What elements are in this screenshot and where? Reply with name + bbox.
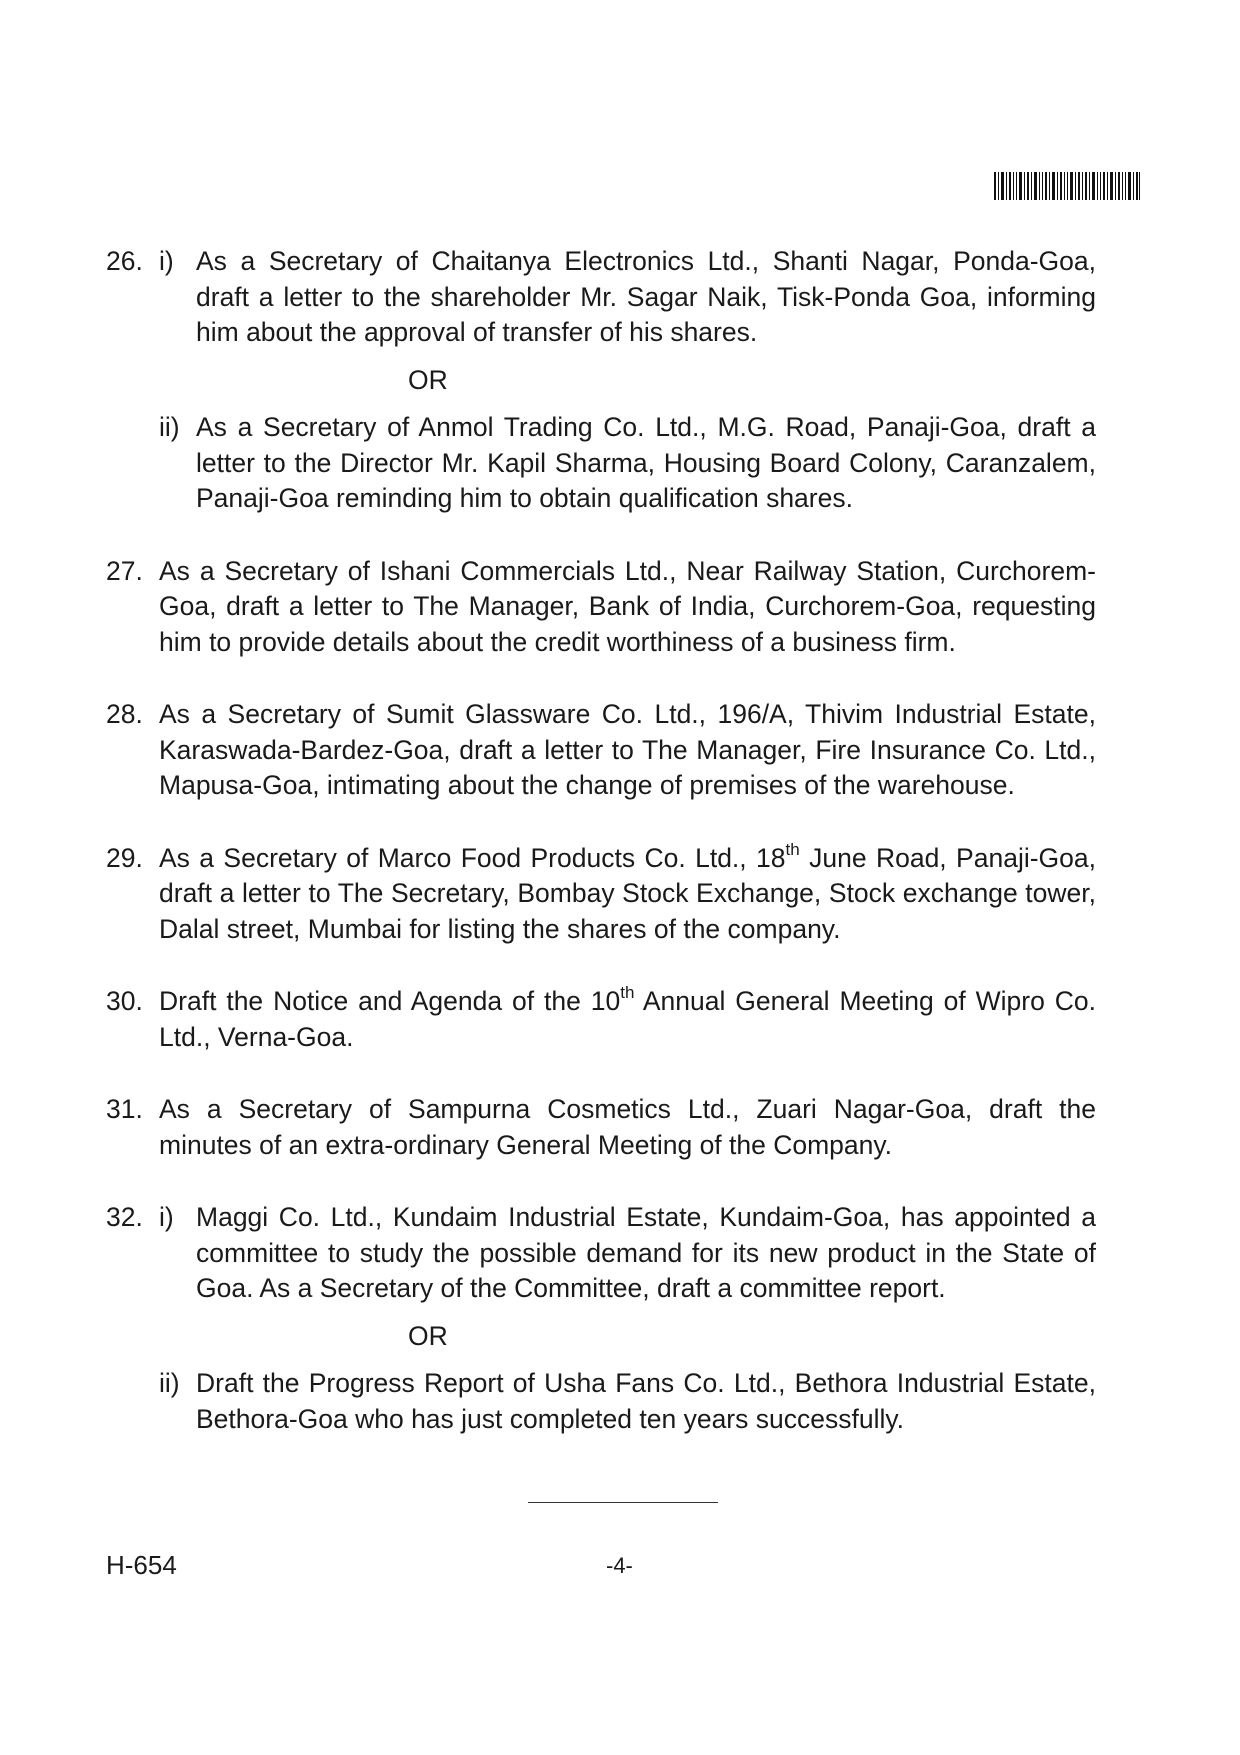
text-segment: June Road, Panaji-Goa, draft a letter to The Secretary, Bombay Stock Exchange, Stock exchange tower, Dalal street, Mumbai for listing the shares of the company. bbox=[159, 842, 1096, 944]
barcode-icon bbox=[994, 172, 1140, 200]
question-text: As a Secretary of Chaitanya Electronics Ltd., Shanti Nagar, Ponda-Goa, draft a letter to the shareholder Mr. Sagar Naik, Tisk-Ponda Goa, informing him about the approval of transfer of his shares. bbox=[196, 246, 1096, 347]
question-32-part-ii bbox=[159, 1366, 1096, 1437]
question-text: As a Secretary of Sumit Glassware Co. Ltd., 196/A, Thivim Industrial Estate, Karaswada-Bardez-Goa, draft a letter to The Manager, Fire Insurance Co. Ltd., Mapusa-Goa, intimating about the change of premises of the warehouse. bbox=[159, 699, 1096, 800]
question-list bbox=[106, 244, 1096, 1474]
question-29 bbox=[106, 841, 1096, 948]
question-text: Maggi Co. Ltd., Kundaim Industrial Estate, Kundaim-Goa, has appointed a committee to study the possible demand for its new product in the State of Goa. As a Secretary of the Committee, draft a committee report. bbox=[196, 1202, 1096, 1303]
question-text: As a Secretary of Anmol Trading Co. Ltd., M.G. Road, Panaji-Goa, draft a letter to the Director Mr. Kapil Sharma, Housing Board Colony, Caranzalem, Panaji-Goa reminding him to obtain qualification shares. bbox=[196, 412, 1096, 513]
text-segment: Annual General Meeting of Wipro Co. Ltd., Verna-Goa. bbox=[159, 986, 1096, 1052]
part-label: ii) bbox=[159, 1368, 180, 1398]
question-number: 32. bbox=[106, 1202, 143, 1232]
question-26-part-ii bbox=[159, 410, 1096, 517]
page-number: -4- bbox=[606, 1553, 633, 1578]
text-segment: Draft the Notice and Agenda of the 10 bbox=[159, 986, 621, 1016]
text-segment: As a Secretary of Marco Food Products Co. Ltd., 18 bbox=[159, 842, 786, 873]
question-26 bbox=[106, 244, 1096, 517]
question-28 bbox=[106, 697, 1096, 804]
question-number: 29. bbox=[106, 842, 143, 873]
question-31 bbox=[106, 1092, 1096, 1163]
question-number: 31. bbox=[106, 1094, 143, 1124]
part-label: i) bbox=[159, 1202, 174, 1232]
part-label: i) bbox=[159, 246, 174, 276]
question-30 bbox=[106, 984, 1096, 1055]
question-text: As a Secretary of Ishani Commercials Ltd., Near Railway Station, Curchorem-Goa, draft a letter to The Manager, Bank of India, Curchorem-Goa, requesting him to provide details about the credit worthiness of a business firm. bbox=[159, 555, 1096, 657]
question-number: 26. bbox=[106, 246, 143, 276]
question-26-part-i bbox=[106, 244, 1096, 351]
question-32-part-i bbox=[106, 1200, 1096, 1307]
question-27 bbox=[106, 554, 1096, 661]
question-text bbox=[159, 841, 1096, 948]
question-text: Draft the Progress Report of Usha Fans Co. Ltd., Bethora Industrial Estate, Bethora-Goa who has just completed ten years successfully. bbox=[196, 1368, 1096, 1434]
question-number: 28. bbox=[106, 699, 143, 729]
end-rule bbox=[528, 1502, 718, 1503]
or-separator: OR bbox=[408, 1320, 448, 1351]
ordinal-suffix: th bbox=[620, 983, 635, 1003]
question-number: 27. bbox=[106, 555, 143, 586]
ordinal-suffix: th bbox=[785, 839, 800, 859]
paper-code: H-654 bbox=[106, 1550, 177, 1580]
question-text: As a Secretary of Sampurna Cosmetics Ltd., Zuari Nagar-Goa, draft the minutes of an extra-ordinary General Meeting of the Company. bbox=[159, 1094, 1096, 1160]
question-32 bbox=[106, 1200, 1096, 1437]
question-number: 30. bbox=[106, 986, 143, 1016]
question-text bbox=[159, 984, 1096, 1055]
or-separator: OR bbox=[408, 364, 448, 395]
part-label: ii) bbox=[159, 412, 180, 442]
